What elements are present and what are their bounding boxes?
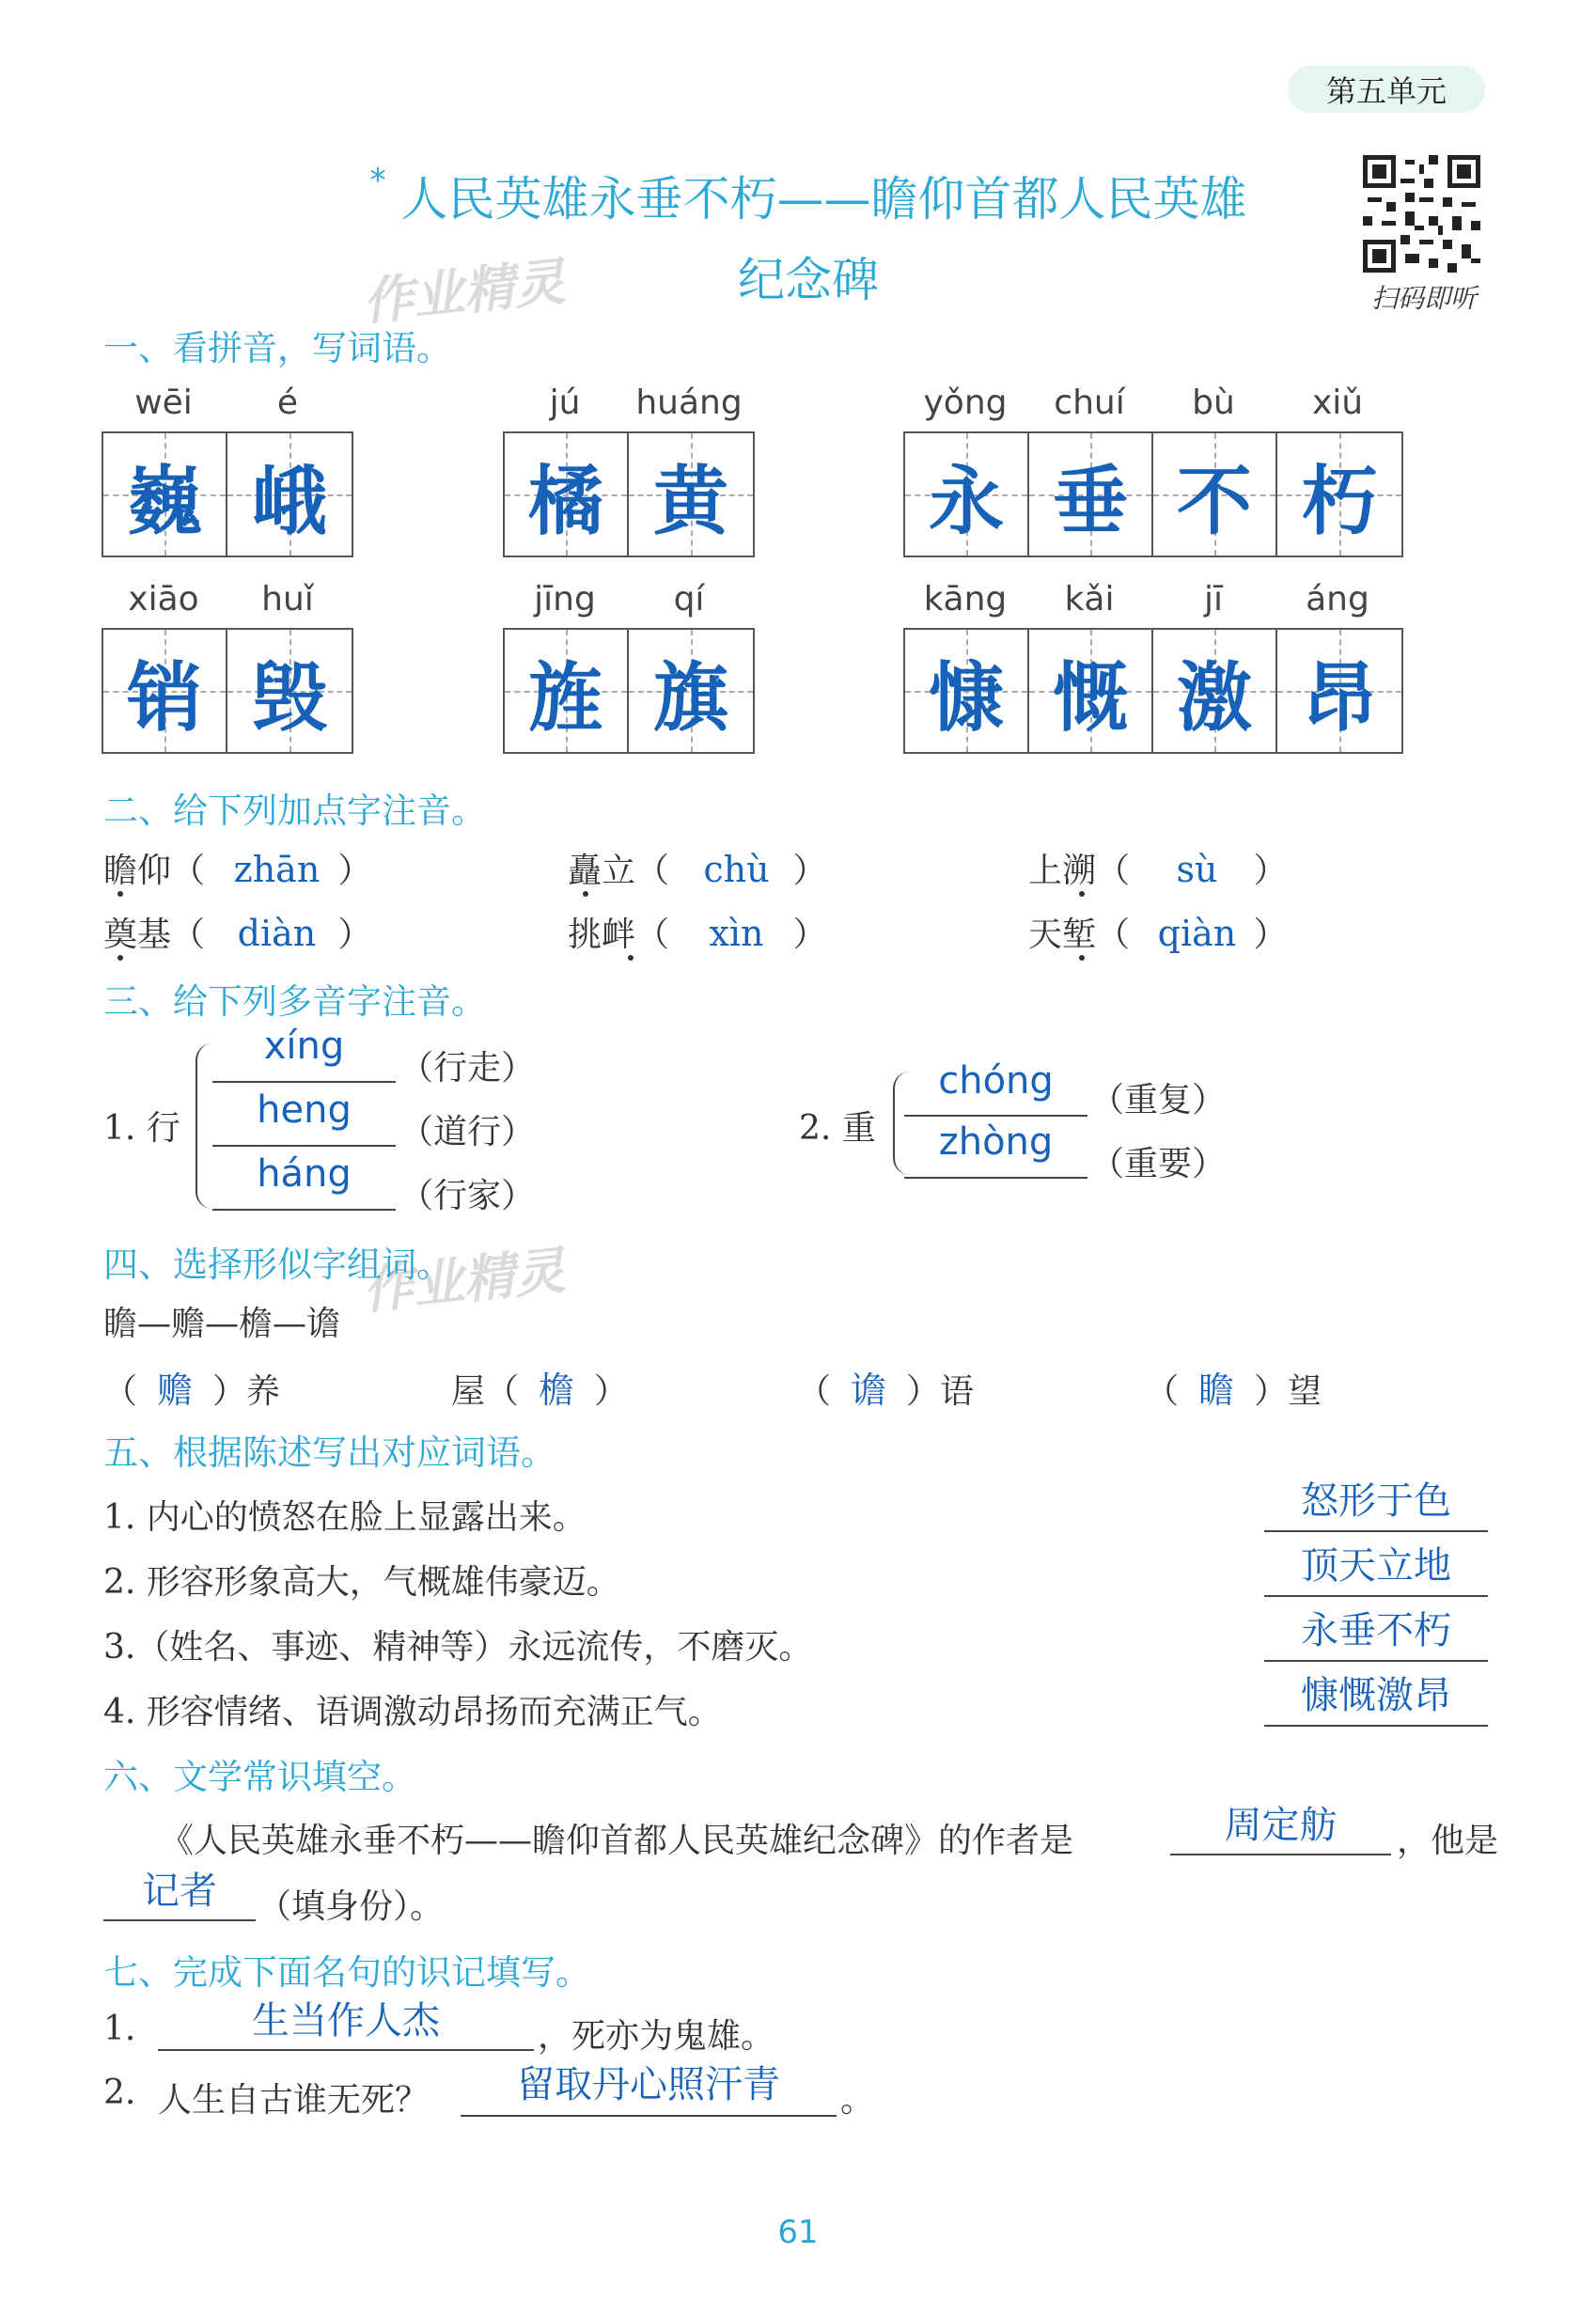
zhuyin-word: 奠基 [103,916,172,954]
question-number: 2. [103,2074,136,2112]
paren: ） [1253,916,1288,954]
zhuyin-word: 上溯 [1028,852,1097,890]
answer-line [1264,1725,1488,1727]
answer-line [904,1177,1087,1179]
section-heading-4: 四、选择形似字组词。 [103,1244,451,1285]
title-star: * [369,162,386,199]
page-title-line2: 纪念碑 [738,253,879,307]
watermark: 作业精灵 [359,1240,569,1322]
tian-grid-cell [905,630,1029,752]
tian-grid-cell [629,433,753,556]
paren: （ [635,852,670,890]
pinyin-label: é [276,384,299,422]
pinyin-label: huǐ [261,580,314,618]
chenshu-question: 4. 形容情绪、语调激动昂扬而充满正气。 [103,1693,722,1731]
zhuyin-answer: sù [1176,849,1218,890]
xingsi-answer: 赡 [157,1370,194,1411]
zhuyin-word: 瞻仰 [103,852,172,890]
paren: ） [792,916,827,954]
pinyin-label: wēi [134,384,193,422]
duoyin-hint: （行家） [399,1177,536,1215]
answer-char: 毁 [252,652,327,742]
answer-char: 激 [1177,652,1252,742]
chenshu-question: 1. 内心的愤怒在脸上显露出来。 [103,1498,587,1537]
changshi-text: 《人民英雄永垂不朽——瞻仰首都人民英雄纪念碑》的作者是 [160,1822,1074,1860]
tian-grid-cell [505,630,629,752]
xingsi-answer: 谵 [851,1370,887,1411]
answer-line [1170,1854,1391,1855]
xingsi-item [103,1361,280,1413]
xingsi-answer: 檐 [539,1370,575,1411]
duoyin-hint: （道行） [399,1113,536,1151]
tian-grid-cell [1153,630,1277,752]
watermark: 作业精灵 [359,251,569,333]
pinyin-label: jī [1203,580,1223,618]
paren-pre: 屋（ [451,1372,520,1411]
xingsi-item [797,1361,974,1413]
chenshu-answer: 永垂不朽 [1301,1609,1451,1652]
emphasis-dot [628,955,634,961]
qr-label: 扫码即听 [1370,283,1477,314]
answer-char: 巍 [127,456,202,545]
paren: （ [171,916,206,954]
pinyin-label: xiǔ [1311,384,1364,422]
pinyin-label: yǒng [923,384,1008,422]
mingju-answer: 生当作人杰 [252,1999,440,2043]
xingsi-answer: 瞻 [1198,1370,1235,1411]
duoyin-hint: （行走） [399,1049,536,1088]
zhuyin-word: 挑衅 [568,916,636,954]
question-number: 1. [103,2010,136,2048]
section-heading-1: 一、看拼音，写词语。 [103,328,451,368]
duoyin-q1-label [103,1102,180,1150]
mingju-pre: 人生自古谁无死？ [158,2081,430,2120]
emphasis-dot [1079,891,1085,897]
emphasis-dot [583,891,588,897]
zhuyin-word: 天堑 [1028,916,1097,954]
unit-tab: 第五单元 [1288,66,1485,113]
zhuyin-item [1028,844,1288,892]
question-number: 2. [799,1109,832,1148]
pinyin-label: xiāo [128,580,199,618]
paren-post: ） [594,1372,629,1411]
chenshu-answer: 怒形于色 [1301,1479,1451,1523]
tian-grid-cell [505,433,629,556]
zhuyin-item [568,844,827,892]
xingsi-item [451,1361,628,1413]
zhuyin-answer: zhān [233,849,321,890]
zhuyin-answer: qiàn [1157,913,1237,954]
tian-grid-cell [1277,630,1401,752]
pinyin-word-juhuang [503,384,755,557]
xingsi-options: 瞻—赡—檐—谵 [103,1305,341,1343]
mingju-post: 。 [840,2081,875,2120]
mingju-post: ，死亦为鬼雄。 [538,2017,775,2056]
page-title-line1 [310,162,1307,229]
pinyin-label: jú [549,384,581,422]
paren-pre: （ [103,1372,138,1411]
answer-char: 慨 [1053,652,1128,742]
section-heading-2: 二、给下列加点字注音。 [103,790,486,831]
pinyin-word-yongchuibuxiu [903,384,1403,557]
tian-grid-cell [629,630,753,752]
chenshu-answer: 慷慨激昂 [1301,1674,1451,1717]
answer-line [212,1145,396,1147]
emphasis-dot [117,891,123,897]
chenshu-answer: 顶天立地 [1301,1544,1451,1588]
pinyin-label: chuí [1054,384,1125,422]
emphasis-dot [117,955,123,961]
tian-grid-cell [1029,433,1153,556]
paren-post: ）养 [212,1372,281,1411]
paren-pre: （ [1145,1372,1180,1411]
changshi-post: （填身份）。 [258,1887,445,1926]
answer-char: 黄 [653,456,728,545]
changshi-answer-identity: 记者 [142,1870,217,1913]
chenshu-question: 2. 形容形象高大，气概雄伟豪迈。 [103,1563,620,1602]
answer-line [1264,1660,1488,1662]
zhuyin-item [1028,908,1288,956]
pinyin-label: bù [1192,384,1235,422]
answer-char: 慷 [929,652,1004,742]
paren: ） [337,852,372,890]
pinyin-word-kangkaijiang [903,580,1403,754]
qr-code-icon[interactable] [1363,155,1480,273]
answer-line [158,2049,534,2051]
answer-line [1264,1530,1488,1532]
section-heading-5: 五、根据陈述写出对应词语。 [103,1432,555,1473]
answer-char: 旌 [528,652,603,742]
pinyin-label: kǎi [1064,580,1115,618]
duoyin-answer: heng [257,1088,352,1132]
section-heading-3: 三、给下列多音字注音。 [103,981,486,1022]
duoyin-answer: háng [257,1152,352,1196]
tian-grid-cell [103,630,227,752]
answer-char: 昂 [1302,652,1377,742]
tian-grid-cell [227,433,352,556]
answer-char: 旗 [653,652,728,742]
zhuyin-item [103,844,372,892]
answer-line [1264,1595,1488,1597]
duoyin-q2-label [799,1102,876,1150]
duoyin-answer: xíng [263,1025,345,1068]
paren: （ [635,916,670,954]
page-number: 61 [777,2214,819,2251]
mingju-answer: 留取丹心照汗青 [517,2063,780,2106]
paren: ） [337,916,372,954]
answer-char: 垂 [1053,456,1128,545]
pinyin-word-weie [102,384,353,557]
pinyin-label: áng [1306,580,1369,618]
tian-grid-cell [1153,433,1277,556]
tian-grid-cell [227,630,352,752]
duoyin-answer: chóng [938,1059,1054,1103]
duoyin-answer: zhòng [938,1120,1054,1164]
pinyin-word-jingqi [503,580,755,754]
answer-char: 橘 [528,456,603,545]
answer-char: 朽 [1302,456,1377,545]
answer-line [904,1115,1087,1117]
section-heading-7: 七、完成下面名句的识记填写。 [103,1952,590,1993]
paren: ） [1253,852,1288,890]
section-heading-6: 六、文学常识填空。 [103,1757,416,1797]
duoyin-char: 行 [146,1109,180,1148]
paren: （ [1096,852,1131,890]
answer-line [103,1919,256,1921]
zhuyin-answer: chù [703,849,770,890]
zhuyin-answer: xìn [709,913,764,954]
changshi-mid: ，他是 [1397,1822,1499,1860]
paren-pre: （ [797,1372,832,1411]
duoyin-char: 重 [841,1109,876,1148]
duoyin-hint: （重要） [1090,1145,1227,1183]
chenshu-question: 3.（姓名、事迹、精神等）永远流传，不磨灭。 [103,1628,813,1667]
answer-char: 销 [127,652,202,742]
paren-post: ）语 [906,1372,975,1411]
zhuyin-item [568,908,827,956]
paren: ） [792,852,827,890]
zhuyin-item [103,908,372,956]
tian-grid-cell [905,433,1029,556]
paren: （ [171,852,206,890]
zhuyin-answer: diàn [237,913,317,954]
duoyin-hint: （重复） [1090,1081,1227,1119]
tian-grid-cell [103,433,227,556]
answer-line [461,2115,837,2117]
answer-char: 永 [929,456,1004,545]
pinyin-label: jīng [534,580,596,618]
answer-char: 峨 [252,456,327,545]
paren: （ [1096,916,1131,954]
emphasis-dot [1079,955,1085,961]
pinyin-label: kāng [923,580,1008,618]
zhuyin-word: 矗立 [568,852,636,890]
pinyin-label: huáng [635,384,743,422]
answer-line [212,1209,396,1211]
brace [196,1043,212,1209]
paren-post: ）望 [1254,1372,1322,1411]
title-text-1: 人民英雄永垂不朽——瞻仰首都人民英雄 [400,172,1247,227]
changshi-answer-author: 周定舫 [1224,1804,1338,1847]
tian-grid-cell [1029,630,1153,752]
question-number: 1. [103,1109,136,1148]
answer-char: 不 [1177,456,1252,545]
tian-grid-cell [1277,433,1401,556]
xingsi-item [1145,1361,1322,1413]
answer-line [212,1081,396,1083]
pinyin-word-xiaohui [102,580,353,754]
pinyin-label: qí [673,580,705,618]
